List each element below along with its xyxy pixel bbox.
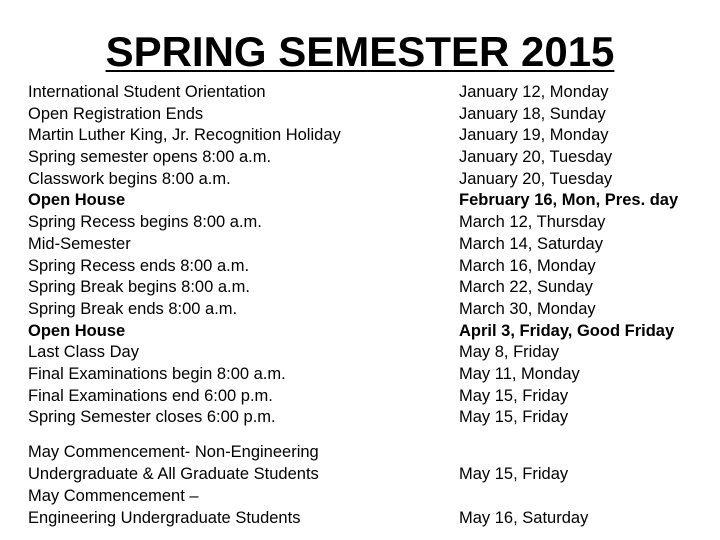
schedule-row [28, 212, 708, 234]
event-name: Final Examinations end 6:00 p.m. [28, 386, 273, 405]
event-date: March 22, Sunday [459, 278, 593, 297]
event-date: February 16, Mon, Pres. day [459, 191, 679, 210]
event-date: March 12, Thursday [459, 213, 606, 232]
event-date: April 3, Friday, Good Friday [459, 321, 675, 340]
schedule-row [28, 190, 708, 212]
schedule-row [28, 407, 708, 429]
page-title-text: SPRING SEMESTER 2015 [105, 28, 615, 75]
event-date: January 12, Monday [459, 83, 609, 101]
event-name: Open Registration Ends [28, 104, 204, 123]
event-name: Final Examinations begin 8:00 a.m. [28, 364, 286, 383]
commencement-event [28, 485, 459, 529]
event-name: Classwork begins 8:00 a.m. [28, 169, 231, 188]
event-name: International Student Orientation [28, 83, 266, 101]
event-date: March 30, Monday [459, 299, 596, 318]
commencement-date [459, 441, 708, 485]
commencement-row [28, 441, 708, 485]
commencement-date-text: May 15, Friday [459, 465, 569, 483]
schedule-row [28, 234, 708, 256]
event-date: January 19, Monday [459, 126, 609, 145]
event-name: Spring Semester closes 6:00 p.m. [28, 408, 276, 427]
schedule-row [28, 104, 708, 126]
event-date: January 18, Sunday [459, 104, 606, 123]
schedule-row [28, 386, 708, 408]
schedule-row [28, 321, 708, 343]
event-date: May 15, Friday [459, 408, 569, 427]
commencement-event-line: May Commencement- Non-Engineering [28, 443, 319, 461]
event-name: Spring semester opens 8:00 a.m. [28, 148, 272, 167]
commencement-event-line: Engineering Undergraduate Students [28, 509, 301, 527]
schedule-row [28, 147, 708, 169]
event-name: Martin Luther King, Jr. Recognition Holiday [28, 126, 341, 145]
commencement-date [459, 485, 708, 529]
commencement-row [28, 485, 708, 529]
event-date: May 11, Monday [459, 364, 580, 383]
event-name: Spring Recess begins 8:00 a.m. [28, 213, 262, 232]
schedule-row [28, 342, 708, 364]
schedule-row [28, 256, 708, 278]
event-name: Spring Break ends 8:00 a.m. [28, 299, 238, 318]
schedule-row [28, 277, 708, 299]
event-name: Spring Break begins 8:00 a.m. [28, 278, 250, 297]
event-date: May 15, Friday [459, 386, 569, 405]
commencement-event-line: May Commencement – [28, 487, 199, 505]
page-title [0, 28, 720, 76]
schedule-list [28, 82, 708, 429]
event-date: March 16, Monday [459, 256, 596, 275]
event-date: May 8, Friday [459, 343, 559, 362]
event-name: Mid-Semester [28, 234, 131, 253]
event-name: Last Class Day [28, 343, 139, 362]
event-name: Spring Recess ends 8:00 a.m. [28, 256, 250, 275]
event-date: January 20, Tuesday [459, 148, 613, 167]
event-date: January 20, Tuesday [459, 169, 613, 188]
commencement-date-text: May 16, Saturday [459, 509, 589, 527]
schedule-row [28, 82, 708, 104]
commencement-event-line: Undergraduate & All Graduate Students [28, 465, 319, 483]
event-name: Open House [28, 191, 126, 210]
commencement-event [28, 441, 459, 485]
schedule-row [28, 364, 708, 386]
schedule-row [28, 125, 708, 147]
schedule-row [28, 169, 708, 191]
schedule-row [28, 299, 708, 321]
event-date: March 14, Saturday [459, 234, 603, 253]
commencement-list [28, 441, 708, 529]
event-name: Open House [28, 321, 126, 340]
